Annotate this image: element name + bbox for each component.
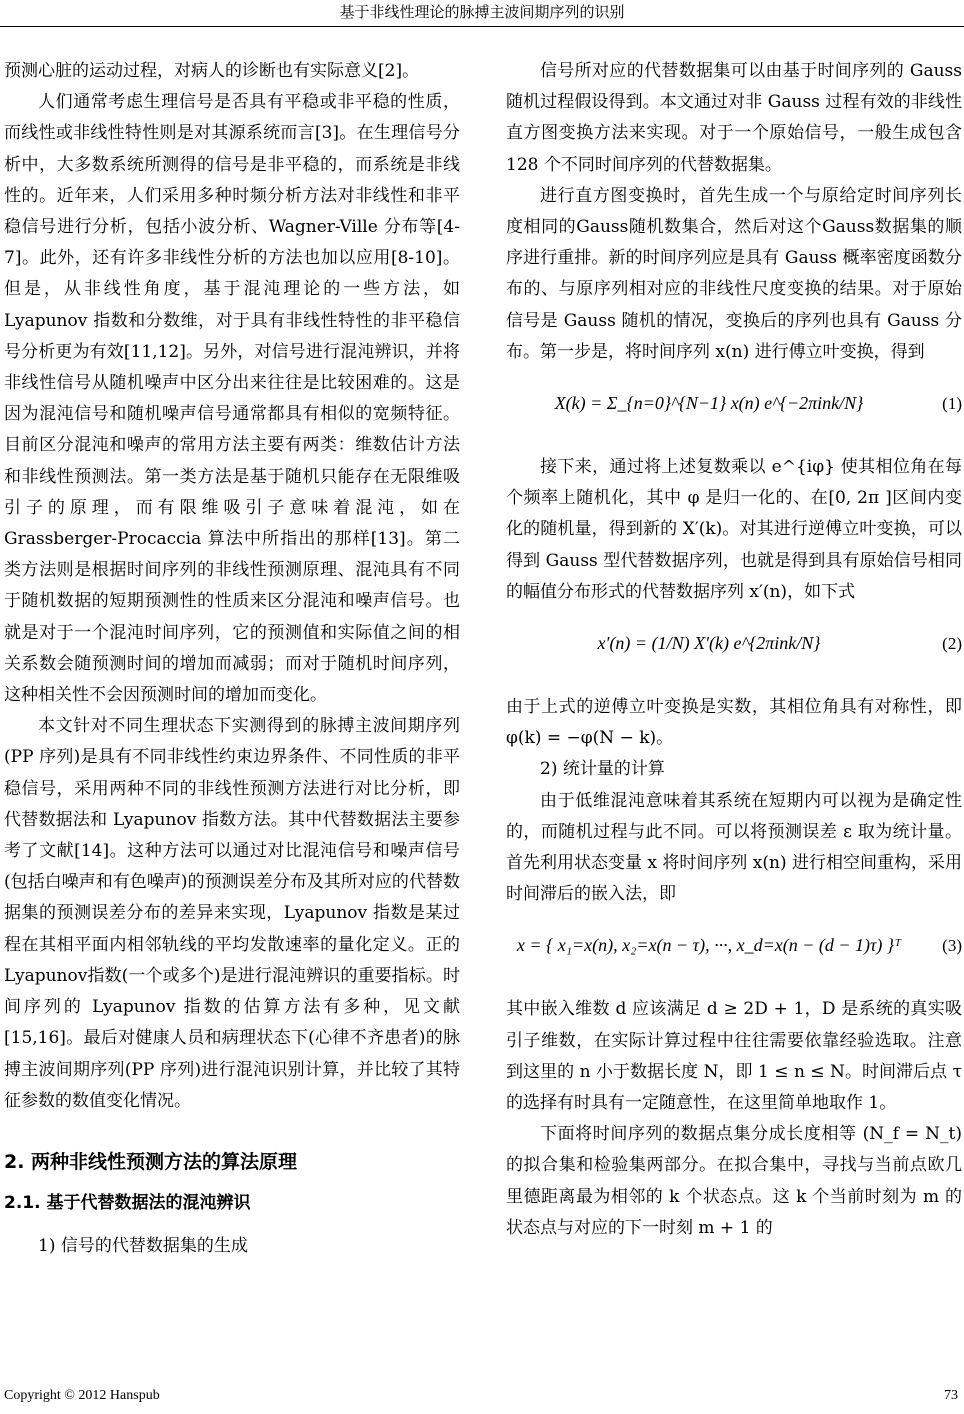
equation-body: X(k) = Σ_{n=0}^{N−1} x(n) e^{−2πink/N} [554,393,864,414]
equation-1 [506,374,962,442]
paragraph: 其中嵌入维数 d 应该满足 d ≥ 2D + 1，D 是系统的真实吸引子维数，在实际计算过程中往往需要依靠经验选取。注意到这里的 n 小于数据长度 N，即 1 ≤ n ≤ N。时间滞后点 τ 的选择有时具有一定随意性，在这里简单地取作 1。 [506,999,962,1114]
equation-number: (3) [942,936,962,956]
equation-number: (2) [942,634,962,654]
equation-3 [506,916,962,984]
paragraph: 由于低维混沌意味着其系统在短期内可以视为是确定性的，而随机过程与此不同。可以将预测误差 ε 取为统计量。首先利用状态变量 x 将时间序列 x(n) 进行相空间重构，采用时间滞后的嵌入法，即 [506,790,963,905]
equation-number: (1) [942,394,962,414]
paragraph: 信号所对应的代替数据集可以由基于时间序列的 Gauss 随机过程假设得到。本文通过对非 Gauss 过程有效的非线性直方图变换方法来实现。对于一个原始信号，一般生成包含 128 个不同时间序列的代替数据集。 [506,61,962,175]
equation-body: x′(n) = (1/N) X′(k) e^{2πink/N} [597,633,821,654]
paragraph: 1) 信号的代替数据集的生成 [38,1236,248,1257]
paragraph: 人们通常考虑生理信号是否具有平稳或非平稳的性质，而线性或非线性特性则是对其源系统而言[3]。在生理信号分析中，大多数系统所测得的信号是非平稳的，而系统是非线性的。近年来，人们采用多种时频分析方法对非线性和非平稳信号进行分析，包括小波分析、Wagner-Ville 分布等[4-7]。此外，还有许多非线性分析的方法也加以应用[8-10]。但是，从非线性角度，基于混沌理论的一些方法，如 Lyapunov 指数和分数维，对于具有非线性特性的非平稳信号分析更为有效[11,12]。另外，对信号进行混沌辨识，并将非线性信号从随机噪声中区分出来往往是比较困难的。这是因为混沌信号和随机噪声信号通常都具有相似的宽频特征。目前区分混沌和噪声的常用方法主要有两类：维数估计方法和非线性预测法。第一类方法是基于随机只能存在无限维吸引子的原理，而有限维吸引子意味着混沌，如在 Grassberger-Procaccia 算法中所指出的那样[13]。第二类方法则是根据时间序列的非线性预测原理、混沌具有不同于随机数据的短期预测性的性质来区分混沌和噪声信号。也就是对于一个混沌时间序列，它的预测值和实际值之间的相关系数会随预测时间的增加而减弱；而对于随机时间序列，这种相关性不会因预测时间的增加而变化。 [4,92,460,706]
page-number: 73 [944,1388,958,1403]
paragraph: 接下来，通过将上述复数乘以 e^{iφ} 使其相位角在每个频率上随机化，其中 φ 是归一化的、在[0, 2π ]区间内变化的随机量，得到新的 X′(k)。对其进行逆傅立叶变换，可以得到 Gauss 型代替数据序列，也就是得到具有原始信号相同的幅值分布形式的代替数据序列 x′(n)，如下式 [506,457,962,602]
paragraph: 预测心脏的运动过程，对病人的诊断也有实际意义[2]。 [4,61,420,81]
paragraph: 本文针对不同生理状态下实测得到的脉搏主波间期序列(PP 序列)是具有不同非线性约束边界条件、不同性质的非平稳信号，采用两种不同的非线性预测方法进行对比分析，即代替数据法和 Lyapunov 指数方法。其中代替数据法主要参考了文献[14]。这种方法可以通过对比混沌信号和噪声信号(包括白噪声和有色噪声)的预测误差分布及其所对应的代替数据集的预测误差分布的差异来实现，Lyapunov 指数是某过程在其相平面内相邻轨线的平均发散速率的量化定义。正的Lyapunov指数(一个或多个)是进行混沌辨识的重要指标。时间序列的 Lyapunov 指数的估算方法有多种，见文献[15,16]。最后对健康人员和病理状态下(心律不齐患者)的脉搏主波间期序列(PP 序列)进行混沌识别计算，并比较了其特征参数的数值变化情况。 [4,716,460,1111]
footer-copyright: Copyright © 2012 Hanspub [4,1388,160,1403]
equation-body: x = { x₁=x(n), x₂=x(n − τ), ···, x_d=x(n − (d − 1)τ) }ᵀ [516,935,902,956]
left-column [4,56,460,1263]
running-head: 基于非线性理论的脉搏主波间期序列的识别 [339,3,625,21]
paragraph: 进行直方图变换时，首先生成一个与原给定时间序列长度相同的Gauss随机数集合，然后对这个Gauss数据集的顺序进行重排。新的时间序列应是具有 Gauss 概率密度函数分布的、与原序列相对应的非线性尺度变换的结果。对于原始信号是 Gauss 随机的情况，变换后的序列也具有 Gauss 分布。第一步是，将时间序列 x(n) 进行傅立叶变换，得到 [506,185,962,362]
section-heading: 2. 两种非线性预测方法的算法原理 [4,1150,298,1173]
paragraph: 下面将时间序列的数据点集分成长度相等 (N_f = N_t) 的拟合集和检验集两部分。在拟合集中，寻找与当前点欧几里德距离最为相邻的 k 个状态点。这 k 个当前时刻为 m 的状态点与对应的下一时刻 m + 1 的 [506,1124,962,1238]
right-column [506,56,962,1244]
paragraph: 由于上式的逆傅立叶变换是实数，其相位角具有对称性，即 φ(k) = −φ(N − k)。 [506,697,962,749]
equation-2 [506,614,962,682]
header-rule [0,26,964,27]
subsection-heading: 2.1. 基于代替数据法的混沌辨识 [4,1193,251,1214]
paragraph: 2) 统计量的计算 [540,759,665,780]
